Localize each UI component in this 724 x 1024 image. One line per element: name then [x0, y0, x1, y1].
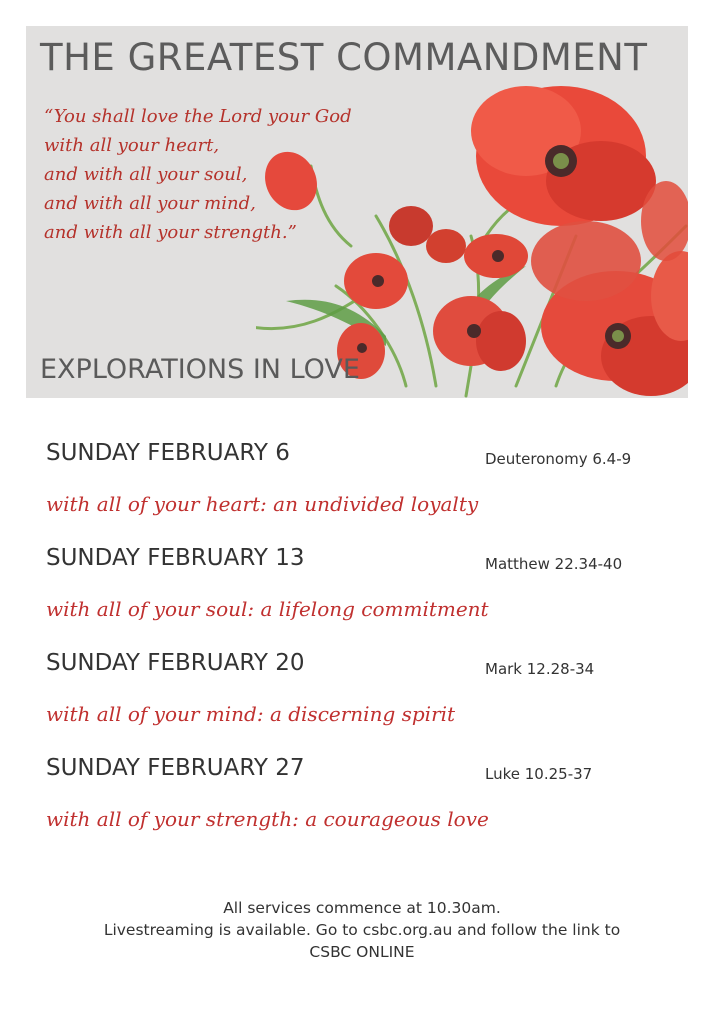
session-item	[46, 755, 666, 860]
verse-line: “You shall love the Lord your God	[44, 106, 352, 127]
service-time: All services commence at 10.30am.	[223, 899, 501, 917]
session-item	[46, 650, 666, 755]
verse-line: and with all your soul,	[44, 164, 248, 185]
livestream-note: Livestreaming is available. Go to csbc.org.au and follow the link to	[103, 921, 621, 939]
session-date: SUNDAY FEBRUARY 13	[46, 545, 305, 571]
session-passage: Mark 12.28-34	[485, 660, 595, 678]
session-passage: Luke 10.25-37	[485, 765, 593, 783]
session-item	[46, 545, 666, 650]
service-info	[0, 897, 724, 963]
session-passage: Deuteronomy 6.4-9	[485, 450, 632, 468]
session-passage: Matthew 22.34-40	[485, 555, 623, 573]
session-theme: with all of your soul: a lifelong commitment	[46, 597, 489, 621]
verse-line: and with all your strength.”	[44, 222, 297, 243]
session-theme: with all of your strength: a courageous love	[46, 807, 489, 831]
header-banner	[26, 26, 688, 398]
sermon-schedule	[46, 440, 666, 860]
session-date: SUNDAY FEBRUARY 27	[46, 755, 305, 781]
session-theme: with all of your mind: a discerning spirit	[46, 702, 456, 726]
series-subtitle: EXPLORATIONS IN LOVE	[40, 354, 360, 385]
session-date: SUNDAY FEBRUARY 20	[46, 650, 305, 676]
poppies-illustration	[256, 86, 688, 398]
banner-title: THE GREATEST COMMANDMENT	[40, 36, 648, 79]
verse-line: with all your heart,	[44, 135, 220, 156]
verse-line: and with all your mind,	[44, 193, 256, 214]
session-date: SUNDAY FEBRUARY 6	[46, 440, 290, 466]
session-item	[46, 440, 666, 545]
online-label: CSBC ONLINE	[309, 943, 415, 961]
session-theme: with all of your heart: an undivided loyalty	[46, 492, 479, 516]
